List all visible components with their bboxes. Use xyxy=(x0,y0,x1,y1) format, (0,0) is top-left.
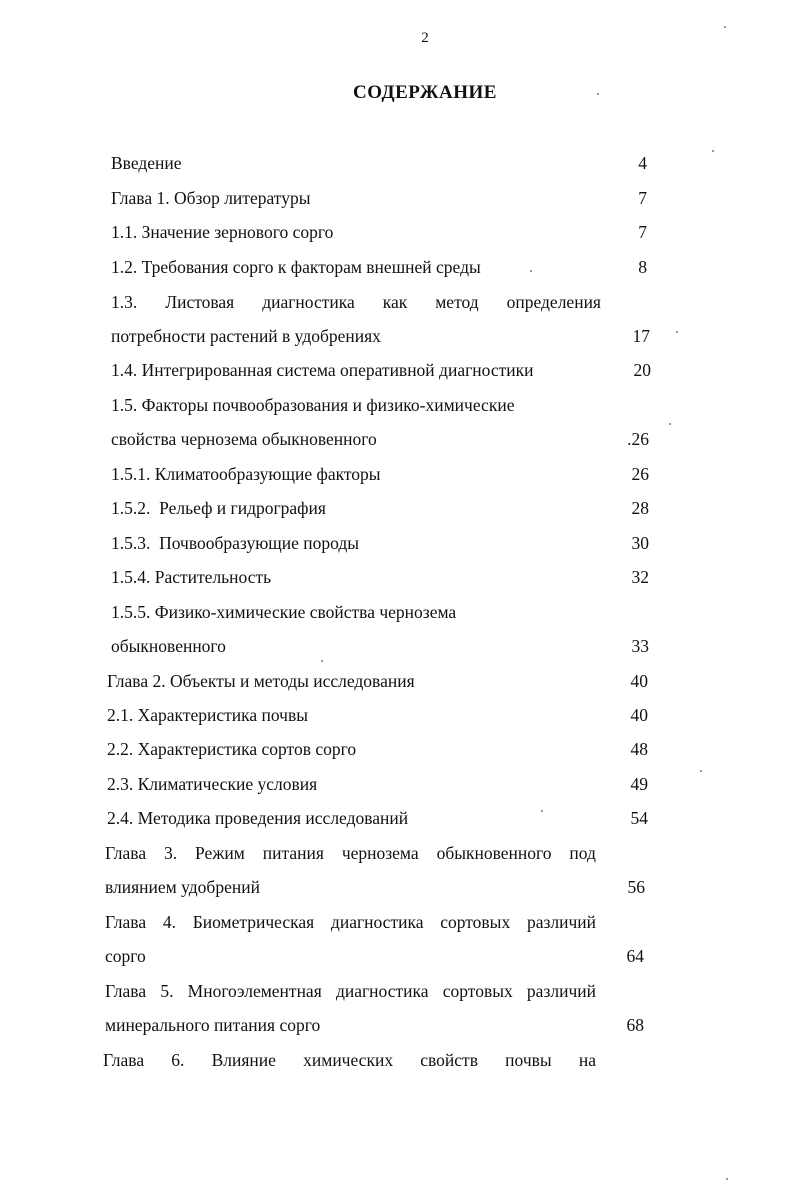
toc-entry-page: 54 xyxy=(630,808,648,828)
toc-entry-text: 2.4. Методика проведения исследований xyxy=(107,808,409,828)
toc-entry-page: 48 xyxy=(630,739,648,759)
toc-entry-page: 20 xyxy=(633,360,651,380)
scan-speck xyxy=(700,770,702,772)
scan-speck xyxy=(712,150,714,152)
scan-speck xyxy=(724,26,726,28)
toc-entry-page: 17 xyxy=(632,326,650,346)
toc-entry-page: 4 xyxy=(638,153,647,173)
toc-entry-text: 1.5. Факторы почвообразования и физико-химические xyxy=(111,395,515,415)
toc-entry-text: 1.5.4. Растительность xyxy=(111,567,272,587)
toc-entry-text: 1.4. Интегрированная система оперативной диагностики xyxy=(111,360,534,380)
toc-entry-text: 1.5.1. Климатообразующие факторы xyxy=(111,464,381,484)
toc-entry-page: 7 xyxy=(638,188,647,208)
toc-entry-text: 1.1. Значение зернового сорго xyxy=(111,222,334,242)
toc-entry-text-cont: обыкновенного xyxy=(111,636,226,656)
toc-entry-page: 30 xyxy=(631,533,649,553)
toc-entry-text: 2.1. Характеристика почвы xyxy=(107,705,308,725)
toc-entry-page: 8 xyxy=(638,257,647,277)
toc-entry-page: 32 xyxy=(631,567,649,587)
scan-speck xyxy=(676,331,678,333)
toc-entry-text: Введение xyxy=(111,153,182,173)
toc-entry-text-cont: свойства чернозема обыкновенного xyxy=(111,429,377,449)
toc-entry-page: 64 xyxy=(626,946,644,966)
toc-entry-text: 1.5.5. Физико-химические свойства чернозема xyxy=(111,602,457,622)
toc-entry-page: 40 xyxy=(630,671,648,691)
scan-speck xyxy=(726,1178,728,1180)
toc-entry-text: 2.2. Характеристика сортов сорго xyxy=(107,739,357,759)
toc-entry-text: 1.3. Листовая диагностика как метод определения xyxy=(111,292,601,312)
toc-entry-text: Глава 3. Режим питания чернозема обыкновенного под xyxy=(105,843,596,863)
toc-entry-page: .26 xyxy=(627,429,649,449)
toc-entry-text: Глава 1. Обзор литературы xyxy=(111,188,311,208)
toc-entry-page: 68 xyxy=(626,1015,644,1035)
toc-entry-text: 1.5.2. Рельеф и гидрография xyxy=(111,498,326,518)
scan-speck xyxy=(541,810,543,812)
toc-entry-text-cont: минерального питания сорго xyxy=(105,1015,321,1035)
toc-entry-page: 49 xyxy=(630,774,648,794)
toc-entry-page: 33 xyxy=(631,636,649,656)
scan-speck xyxy=(321,660,323,662)
toc-entry-text: Глава 6. Влияние химических свойств почвы на xyxy=(103,1050,596,1070)
toc-entry-text-cont: потребности растений в удобрениях xyxy=(111,326,381,346)
toc-entry-page: 56 xyxy=(627,877,645,897)
toc-entry-text: Глава 5. Многоэлементная диагностика сортовых различий xyxy=(105,981,596,1001)
toc-entry-text: 1.2. Требования сорго к факторам внешней среды xyxy=(111,257,481,277)
page-title: СОДЕРЖАНИЕ xyxy=(353,82,497,103)
toc-entry-page: 7 xyxy=(638,222,647,242)
toc-entry-text: Глава 4. Биометрическая диагностика сортовых различий xyxy=(105,912,596,932)
toc-entry-page: 28 xyxy=(631,498,649,518)
scan-speck xyxy=(530,270,532,272)
toc-entry-text-cont: влиянием удобрений xyxy=(105,877,260,897)
toc-entry-text: 2.3. Климатические условия xyxy=(107,774,318,794)
toc-entry-text: Глава 2. Объекты и методы исследования xyxy=(107,671,415,691)
scan-speck xyxy=(669,423,671,425)
toc-entry-page: 40 xyxy=(630,705,648,725)
toc-entry-page: 26 xyxy=(631,464,649,484)
toc-entry-text: 1.5.3. Почвообразующие породы xyxy=(111,533,360,553)
scan-speck xyxy=(597,93,599,95)
toc-entry-text-cont: сорго xyxy=(105,946,146,966)
page-number: 2 xyxy=(421,30,429,46)
